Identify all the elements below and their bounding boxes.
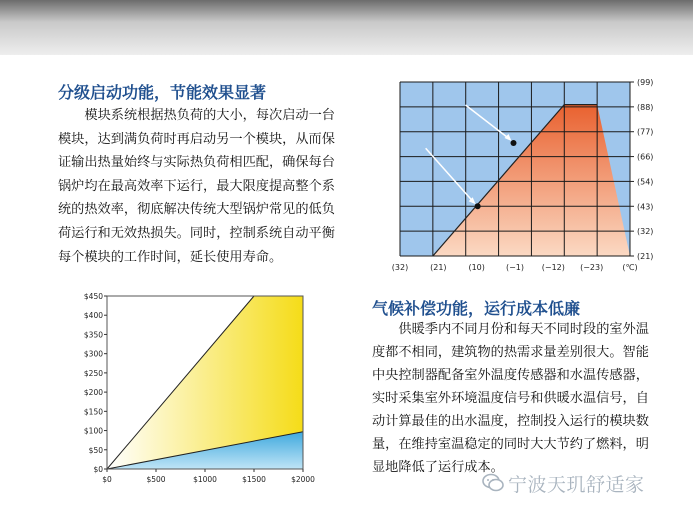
y-tick-label: $400 xyxy=(83,311,103,321)
y-tick-label: $100 xyxy=(83,426,103,436)
x-tick-label: $0 xyxy=(102,475,112,484)
y-tick-label: $350 xyxy=(83,330,103,340)
y-tick-label: (21) xyxy=(637,252,654,261)
y-tick-label: $300 xyxy=(83,349,103,359)
y-tick-label: (77) xyxy=(637,127,654,137)
header-banner xyxy=(0,0,693,55)
x-tick-label: (−23) xyxy=(580,263,604,272)
x-tick-label: $500 xyxy=(146,475,166,484)
wechat-logo-icon xyxy=(482,473,504,493)
section-body-staged-start: 模块系统根据热负荷的大小，每次启动一台模块，达到满负荷时再启动另一个模块，从而保证输出热量始终与实际热负荷相匹配，确保每台锅炉均在最高效率下运行，最大限度提高整个系统的热效率，彻底解决传统大型锅炉常见的低负荷运行和无效热损失。同时，控制系统自动平衡每个模块的工作时间，延长使用寿命。 xyxy=(58,108,335,265)
cost-comparison-chart xyxy=(76,286,316,486)
y-tick-label: $0 xyxy=(93,465,103,474)
y-tick-label: $200 xyxy=(83,388,103,398)
y-tick-label: (43) xyxy=(637,202,654,212)
y-tick-label: (66) xyxy=(637,152,654,162)
x-tick-label: $2000 xyxy=(291,475,315,484)
section-title-staged-start: 分级启动功能，节能效果显著 xyxy=(58,83,267,102)
x-tick-label: (21) xyxy=(430,263,447,272)
y-tick-label: $450 xyxy=(83,292,103,301)
y-tick-label: (32) xyxy=(637,227,654,237)
x-tick-label: (10) xyxy=(468,263,485,272)
outdoor-reset-chart xyxy=(370,74,670,284)
y-tick-label: (88) xyxy=(637,102,654,112)
watermark xyxy=(482,470,645,497)
data-point xyxy=(475,203,481,209)
y-tick-label: (99) xyxy=(637,78,654,87)
y-tick-label: $250 xyxy=(83,368,103,378)
section-title-climate-comp: 气候补偿功能，运行成本低廉 xyxy=(372,299,581,318)
section-body-climate-comp: 供暖季内不同月份和每天不同时段的室外温度都不相同，建筑物的热需求量差别很大。智能中央控制器配备室外温度传感器和水温传感器，实时采集室外环境温度信号和供暖水温信号，自动计算最佳的出水温度，控制投入运行的模块数量，在维持室温稳定的同时大大节约了燃料，明显地降低了运行成本。 xyxy=(372,322,649,475)
x-tick-label: (−1) xyxy=(505,263,525,272)
y-tick-label: $50 xyxy=(88,445,103,455)
data-point xyxy=(511,140,517,146)
x-tick-label: (−12) xyxy=(541,263,565,272)
x-tick-label: $1000 xyxy=(193,475,217,484)
y-tick-label: $150 xyxy=(83,407,103,417)
y-tick-label: (54) xyxy=(637,177,654,187)
x-tick-label: $1500 xyxy=(242,475,266,484)
watermark-text: 宁波天玑舒适家 xyxy=(508,474,645,496)
x-tick-label: (32) xyxy=(391,263,409,272)
x-tick-label: (℃) xyxy=(622,263,638,272)
